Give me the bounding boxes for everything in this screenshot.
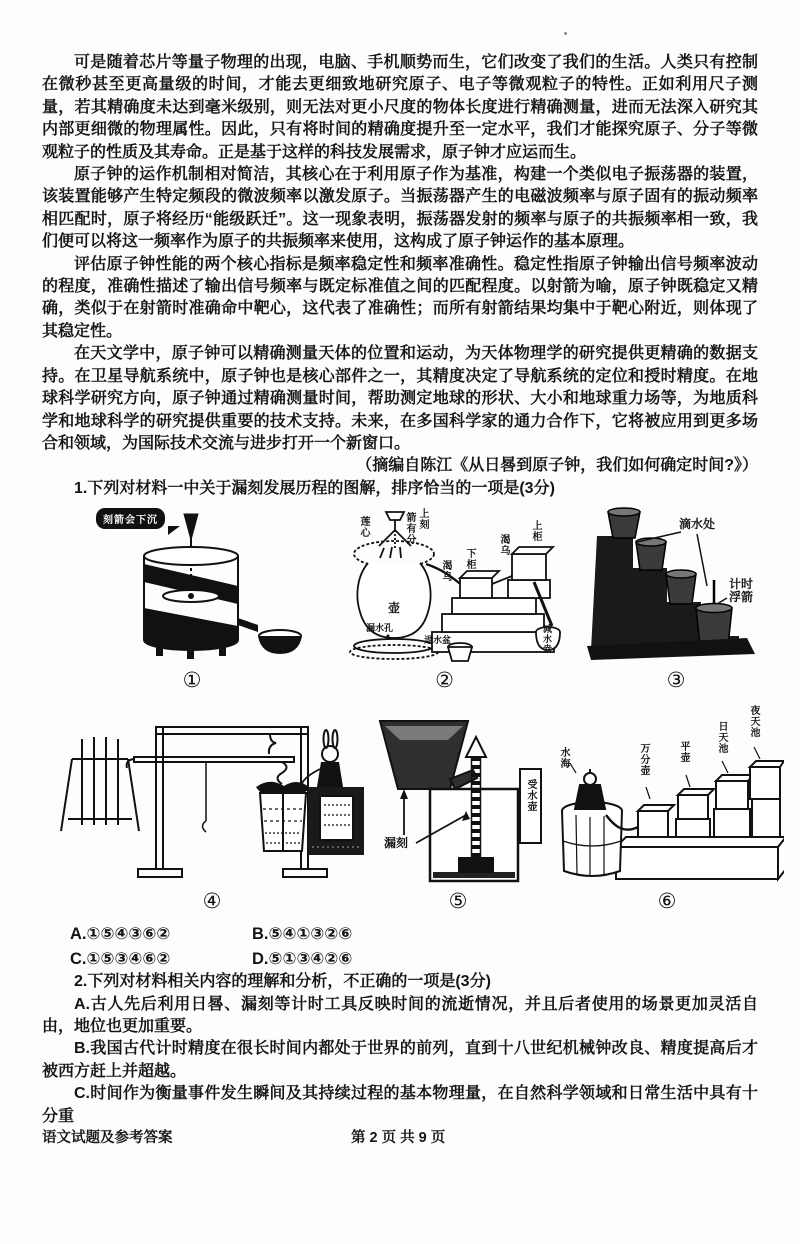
figure-row-1 (42, 506, 758, 693)
footer-page-number: 第 2 页 共 9 页 (350, 1130, 446, 1146)
q1-option-c: C.①⑤③④⑥② (70, 950, 171, 969)
figure-3-number: ③ (666, 669, 686, 693)
passage-paragraph-4: 在天文学中，原子钟可以精确测量天体的位置和运动，为天体物理学的研究提供更精确的数据支持。在卫星导航系统中，原子钟也是核心部件之一，其精度决定了导航系统的定位和授时精度。在地球科学研究方向，原子钟通过精确测量时间，帮助测定地球的形状、大小和地球重力场等，为地质科学和地球科学的研究提供重要的技术支持。未来，在多国科学家的通力合作下，它将被应用到更多场合和领域，为国际技术交流与进步打开一个新窗口。 (42, 345, 758, 452)
question-2-stem: 2.下列对材料相关内容的理解和分析，不正确的一项是(3分) (74, 973, 491, 991)
label-waste-basin: 退水盆 (424, 635, 452, 646)
label-lower-cabinet: 下柜 (464, 548, 475, 571)
figure-6-number: ⑥ (657, 890, 677, 914)
figure-2-number: ② (435, 669, 454, 693)
q1-option-a: A.①⑤④③⑥② (70, 925, 171, 944)
q2-option-c: C.时间作为衡量事件发生瞬间及其持续过程的基本物理量，在自然科学领域和日常生活中具有十分重 (42, 1085, 758, 1125)
label-louke: 漏刻 (384, 836, 409, 851)
passage-paragraph-1: 可是随着芯片等量子物理的出现，电脑、手机顺势而生，它们改变了我们的生活。人类只有控制在微秒甚至更高量级的时间，才能去更细致地研究原子、电子等微观粒子的特性。正如利用尺子测量，若其精确度未达到毫米级别，则无法对更小尺度的物体长度进行精确测量，进而无法深入研究其内部更细微的物理属性。因此，只有将时间的精确度提升至一定水平，我们才能探究原子、分子等微观粒子的性质及其寿命。正是基于这样的科技发展需求，原子钟才应运而生。 (42, 54, 758, 161)
passage-paragraph-2: 原子钟的运作机制相对简洁，其核心在于利用原子作为基准，构建一个类似电子振荡器的装置，该装置能够产生特定频段的微波频率以激发原子。当振荡器产生的电磁波频率与原子固有的振动频率相匹配时，原子将经历“能级跃迁”。这一现象表明，振荡器发射的频率与原子的共振频率相一致，我们便可以将这一频率作为原子的共振频率来使用，这构成了原子钟运作的基本原理。 (42, 166, 758, 251)
clepsydra-cylinder-drawing (76, 506, 308, 666)
passage-paragraph-3: 评估原子钟性能的两个核心指标是频率稳定性和频率准确性。稳定性指原子钟输出信号频率波动的程度，准确性描述了输出信号频率与既定标准值之间的匹配程度。以射箭为喻，原子钟既稳定又精确，类似于在射箭时准确命中靶心，这代表了准确性；而所有射箭结果均集中于靶心附近，则体现了其稳定性。 (42, 255, 758, 340)
figure-1-number: ① (182, 669, 202, 693)
label-arrow-upper-marks: 上刻 (417, 508, 428, 531)
label-upper-cabinet: 上柜 (530, 520, 541, 543)
label-dripping-point: 滴水处 (679, 517, 716, 532)
passage-attribution: （摘编自陈江《从日晷到原子钟，我们如何确定时间?》） (356, 457, 758, 475)
figure-4-weighing-clepsydra (58, 699, 366, 914)
label-timing-float-arrow: 计时浮箭 (729, 577, 754, 605)
label-drain-hole: 漏水孔 (366, 623, 394, 634)
figure-6-stepped-tank-clepsydra (550, 699, 784, 914)
scan-artifact-dot (564, 32, 567, 35)
label-night-sky-pool: 夜天池 (748, 705, 759, 739)
label-siphon-2: 渴乌 (498, 534, 509, 557)
q2-option-b: B.我国古代计时精度在很长时间内都处于世界的前列，直到十八世纪机械钟改良、精度提高后才被西方赶上并超越。 (42, 1040, 758, 1080)
label-arrow-divisions: 箭有分 (404, 512, 415, 546)
question-1-options (70, 924, 352, 969)
page-footer (42, 1126, 758, 1147)
figure-3-stepped-clepsydra (581, 506, 771, 693)
label-lotus-heart: 莲心 (358, 516, 369, 539)
label-level-pot: 平壶 (678, 741, 689, 764)
figure-2-multivessel-clepsydra (322, 506, 567, 693)
figure-row-2 (42, 699, 758, 914)
figure-5-funnel-clepsydra (372, 699, 544, 914)
label-reducing-jar: 减水盎 (542, 624, 552, 655)
q1-option-b: B.⑤④①③②⑥ (252, 925, 353, 944)
weighing-clepsydra-drawing (58, 699, 366, 887)
bubble-tail (168, 526, 180, 535)
funnel-clepsydra-drawing (372, 699, 544, 887)
sinking-arrow-bubble-label: 刻箭会下沉 (96, 508, 165, 529)
label-day-sky-pool: 日天池 (716, 721, 727, 755)
figure-4-number: ④ (202, 890, 222, 914)
label-pot: 壶 (388, 601, 401, 616)
label-receiving-pot: 受水壶 (525, 779, 536, 813)
label-wanfen-pot: 万分壶 (638, 743, 649, 777)
q2-option-a: A.古人先后利用日晷、漏刻等计时工具反映时间的流逝情况，并且后者使用的场景更加灵活自由，地位也更加重要。 (42, 995, 758, 1035)
q1-option-d: D.⑤①③④②⑥ (252, 950, 353, 969)
figure-5-number: ⑤ (448, 890, 468, 914)
label-water-sea: 水海 (558, 747, 569, 770)
footer-document-title: 语文试题及参考答案 (42, 1130, 173, 1146)
question-1-stem: 1.下列对材料一中关于漏刻发展历程的图解，排序恰当的一项是(3分) (74, 479, 555, 497)
figure-1-sinking-arrow-clepsydra (76, 506, 308, 693)
label-siphon-1: 渴乌 (440, 560, 451, 583)
